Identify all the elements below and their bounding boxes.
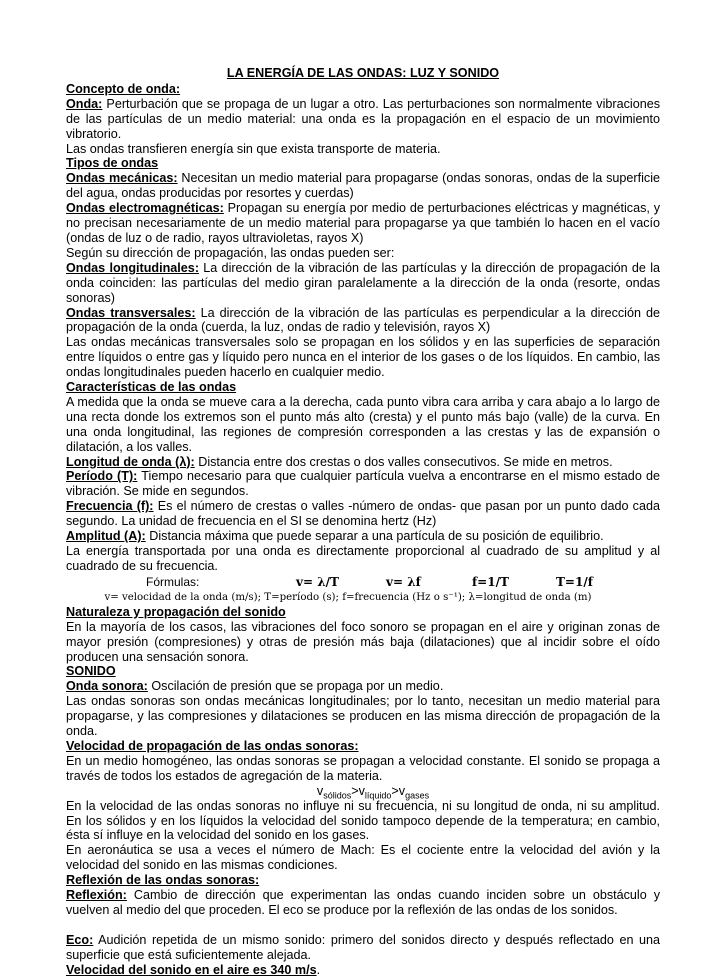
paragraph-transfer: Las ondas transfieren energía sin que exista transporte de materia. [66,141,441,156]
paragraph-eco [66,933,660,963]
paragraph-electromagneticas [66,201,660,246]
velocity-inequality [66,784,660,799]
section-heading-naturaleza: Naturaleza y propagación del sonido [66,604,286,619]
v-gases-sub: gases [405,790,430,801]
section-heading-sonido: SONIDO [66,664,116,679]
term-amplitud: Amplitud (A): [66,529,146,544]
term-electromagneticas: Ondas electromagnéticas: [66,201,224,216]
text-reflexion: Cambio de dirección que experimentan las ondas cuando inciden sobre un obstáculo y vuelven al medio del que proceden. El eco se produce por la reflexión de las ondas de los sonidos. [66,888,660,917]
section-heading-caracteristicas: Características de las ondas [66,380,237,395]
spacer [66,918,660,933]
gt-symbol: > [391,783,399,798]
gt-symbol: > [351,783,359,798]
term-frecuencia: Frecuencia (f): [66,499,154,514]
section-heading-velocidad: Velocidad de propagación de las ondas sonoras: [66,738,359,753]
section-heading-concepto: Concepto de onda: [66,81,181,96]
velocidad-aire: Velocidad del sonido en el aire es 340 m/s [66,962,317,977]
formula-v-lambda-f: v= λf [386,574,421,589]
section-heading-reflexion: Reflexión de las ondas sonoras: [66,873,260,888]
paragraph-transversales [66,306,660,336]
formulas-row [66,575,660,590]
v-symbol: v [316,783,324,798]
v-liquido-sub: líquido [364,790,392,801]
paragraph-reflexion [66,888,660,918]
paragraph-periodo [66,469,660,499]
formula-f-1-t: f=1/T [472,574,509,589]
term-eco: Eco: [66,932,94,947]
formula-v-lambda-t: v= λ/T [296,574,339,589]
text-eco: Audición repetida de un mismo sonido: primero del sonidos directo y después reflectado en una superficie que está suficientemente alejada. [66,932,660,962]
term-onda-sonora: Onda sonora: [66,679,148,694]
paragraph-naturaleza: En la mayoría de los casos, las vibraciones del foco sonoro se propagan en el aire y originan zonas de mayor presión (compresiones) y otras de presión más baja (dilataciones) que al incidir sobre el oído producen una sensación sonora. [66,619,660,664]
text-electromagneticas: Propagan su energía por medio de perturbaciones eléctricas y magnéticas, y no precisan necesariamente de un medio material para propagarse ya que también lo hacen en el vacío (ondas de luz o de radio, rayos ultravioletas, rayos X) [66,201,660,245]
text-onda-sonora: Oscilación de presión que se propaga por un medio. [147,679,444,694]
text-mecanicas: Necesitan un medio material para propagarse (ondas sonoras, ondas de la superficie del agua, ondas producidas por resortes y cuerdas) [66,171,660,201]
paragraph-longitudinales [66,261,660,306]
text-transversales: La dirección de la vibración de las partículas es perpendicular a la dirección de propagación de la onda (cuerda, la luz, ondas de radio y televisión, rayos X) [66,305,660,335]
paragraph-onda-sonora [66,679,660,694]
formula-legend: v= velocidad de la onda (m/s); T=período (s); f=frecuencia (Hz o s⁻¹); λ=longitud de onda (m) [104,591,592,603]
term-reflexion: Reflexión: [66,888,127,903]
paragraph-mecanicas [66,171,660,201]
formula-t-1-f: T=1/f [556,574,593,589]
text-amplitud: Distancia máxima que puede separar a una partícula de su posición de equilibrio. [145,529,604,544]
term-longitudinales: Ondas longitudinales: [66,260,200,275]
paragraph-mach: En aeronáutica se usa a veces el número de Mach: Es el cociente entre la velocidad del avión y la velocidad del sonido en las mismas condiciones. [66,843,660,873]
text-longitudinales: La dirección de la vibración de las partículas y la dirección de propagación de la onda coinciden: las partículas del medio giran paralelamente a la dirección de la onda (resorte, ondas sonoras) [66,260,660,305]
paragraph-energia: La energía transportada por una onda es directamente proporcional al cuadrado de su amplitud y al cuadrado de su frecuencia. [66,544,660,573]
paragraph-frecuencia [66,499,660,529]
paragraph-onda [66,97,660,142]
paragraph-ondas-sonoras: Las ondas sonoras son ondas mecánicas longitudinales; por lo tanto, necesitan un medio material para propagarse, y las compresiones y dilataciones se producen en las misma dirección de propagación de la onda. [66,694,660,739]
page-title: LA ENERGÍA DE LAS ONDAS: LUZ Y SONIDO [226,66,500,80]
paragraph-velocidad-2: En la velocidad de las ondas sonoras no influye ni su frecuencia, ni su longitud de onda, ni su amplitud. En los sólidos y en los líquidos la velocidad del sonido tampoco depende de la temperatura; en cambio, ésta sí influye en la velocidad del sonido en los gases. [66,798,660,843]
formulas-label: Fórmulas: [146,574,200,589]
text-periodo: Tiempo necesario para que cualquier partícula vuelva a encontrarse en el mismo estado de vibración. Se mide en segundos. [66,469,661,499]
document-page [66,66,660,978]
v-symbol: v [358,783,365,798]
text-onda: Perturbación que se propaga de un lugar a otro. Las perturbaciones son normalmente vibraciones de las partículas de un medio material: una onda es la propagación en el espacio de un movimiento vibratorio. [66,96,660,141]
v-solidos-sub: sólidos [323,790,352,801]
paragraph-segun: Según su dirección de propagación, las ondas pueden ser: [66,245,395,260]
term-transversales: Ondas transversales: [66,305,196,320]
v-symbol: v [398,783,406,798]
section-heading-tipos: Tipos de ondas [66,156,159,171]
term-onda: Onda: [66,96,103,111]
paragraph-caracteristicas: A medida que la onda se mueve cara a la derecha, cada punto vibra cara arriba y cara abajo a lo largo de una recta donde los extremos son el punto más alto (cresta) y el punto más bajo (valle) de la curva. En una onda longitudinal, las regiones de compresión corresponden a las crestas y las de expansión o dilatación, a los valles. [66,394,660,454]
term-periodo: Período (T): [66,469,138,484]
paragraph-velocidad: En un medio homogéneo, las ondas sonoras se propagan a velocidad constante. El sonido se propaga a través de todos los estados de agregación de la materia. [66,753,660,783]
paragraph-mecanicas-transversales: Las ondas mecánicas transversales solo se propagan en los sólidos y en las superficies de separación entre líquidos o entre gas y líquido pero nunca en el interior de los gases o de los líquidos. En cambio, las ondas longitudinales pueden hacerlo en cualquier medio. [66,335,660,380]
text-frecuencia: Es el número de crestas o valles -número de ondas- que pasan por un punto dado cada segundo. La unidad de frecuencia en el SI se denomina hertz (Hz) [66,499,660,529]
paragraph-longitud [66,455,660,470]
paragraph-amplitud [66,529,660,544]
text-longitud: Distancia entre dos crestas o dos valles consecutivos. Se mide en metros. [194,454,613,469]
term-mecanicas: Ondas mecánicas: [66,171,178,186]
paragraph-velocidad-aire [66,963,660,978]
period-end: . [316,962,321,977]
term-longitud: Longitud de onda (λ): [66,454,195,469]
